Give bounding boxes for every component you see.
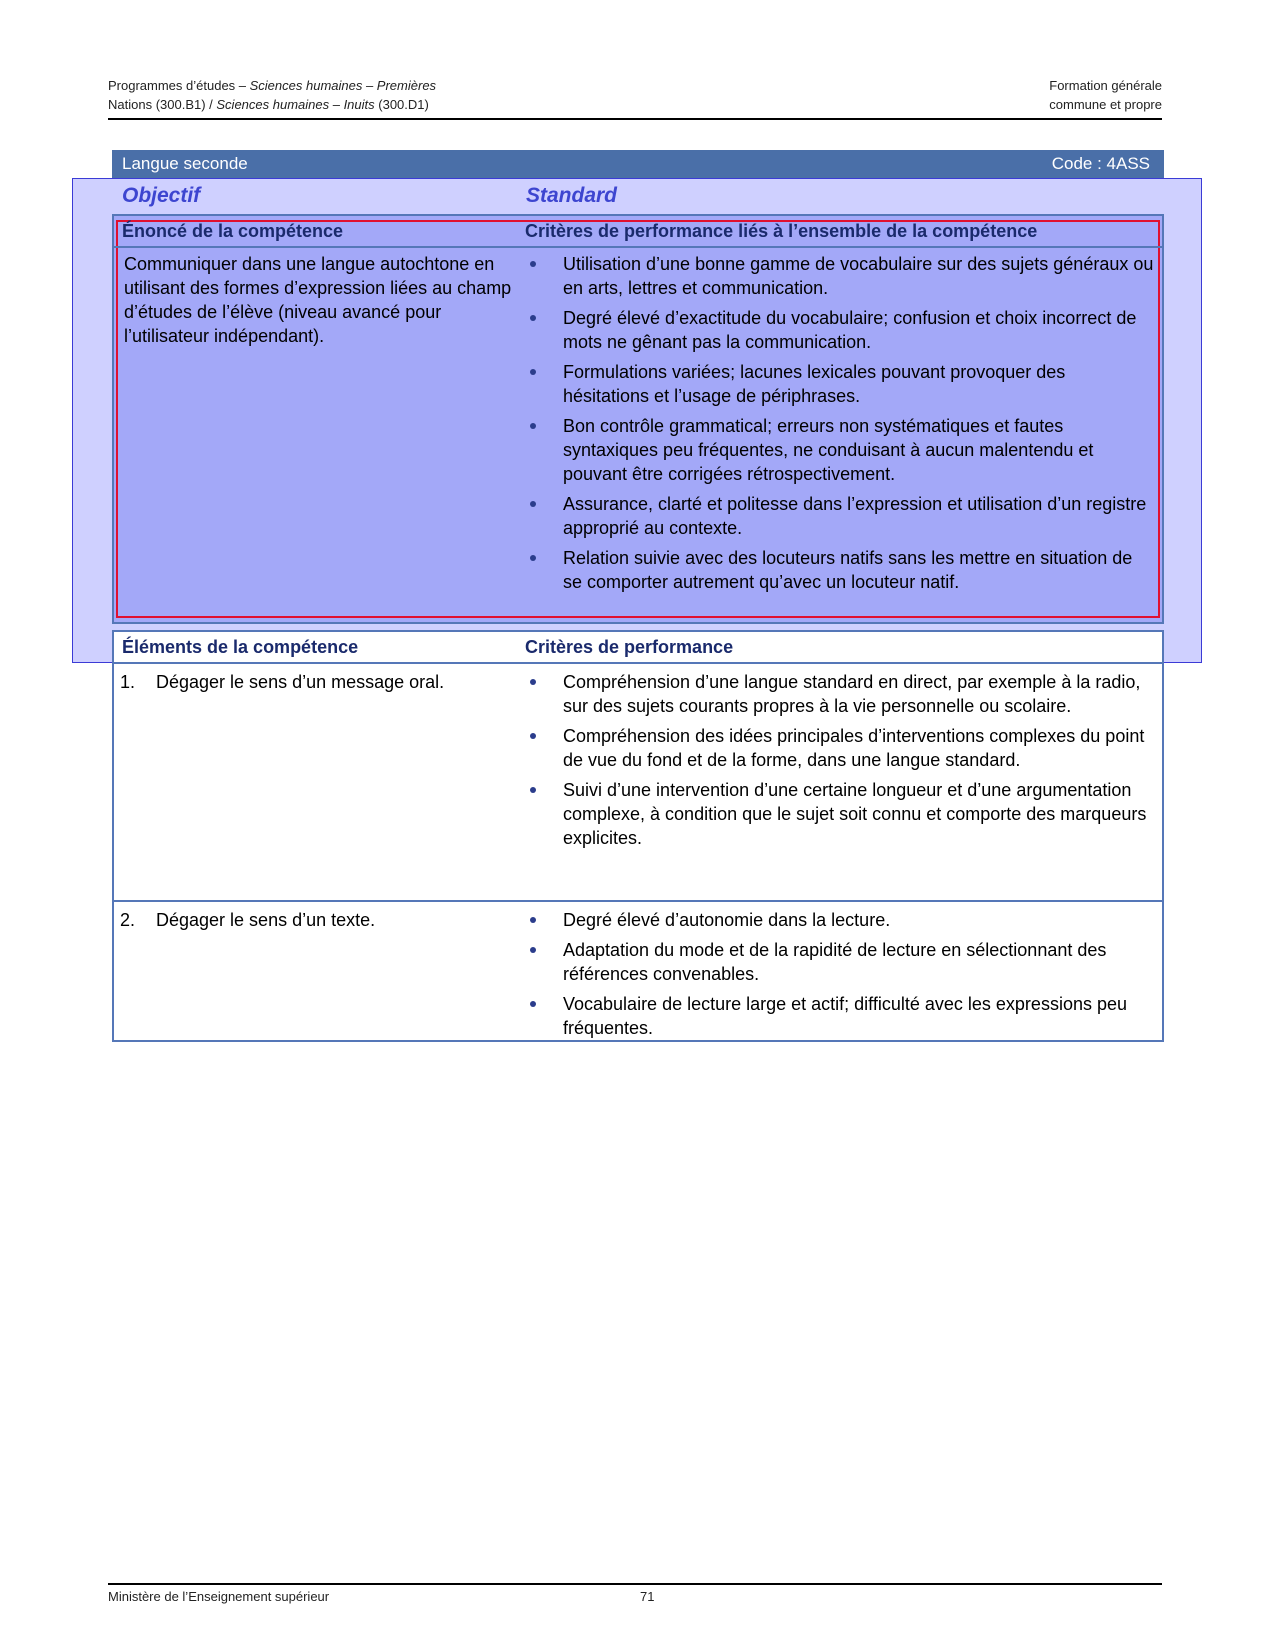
table-row [114, 664, 1162, 900]
element-1 [120, 670, 520, 694]
list-item: Adaptation du mode et de la rapidité de lecture en sélectionnant des références convenables. [527, 938, 1155, 986]
page-number: 71 [640, 1589, 655, 1604]
element-label: Dégager le sens d’un texte. [156, 910, 376, 930]
header-nations-italic: Sciences humaines – Inuits [216, 97, 375, 112]
element-2-criteria [527, 908, 1155, 1046]
list-item: Degré élevé d’autonomie dans la lecture. [527, 908, 1155, 932]
list-item: Relation suivie avec des locuteurs natifs sans les mettre en situation de se comporter autrement qu’avec un locuteur natif. [527, 546, 1155, 594]
objectif-standard-labels [122, 184, 1162, 212]
course-code: Code : 4ASS [1051, 154, 1150, 173]
footer-ministry: Ministère de l’Enseignement supérieur [108, 1589, 330, 1604]
header-line-1 [108, 76, 1162, 95]
competence-criteria [527, 252, 1155, 600]
header-nations [108, 95, 429, 114]
competence-table [112, 214, 1164, 624]
course-title: Langue seconde [122, 154, 248, 173]
list-item: Utilisation d’une bonne gamme de vocabulaire sur des sujets généraux ou en arts, lettres et communication. [527, 252, 1155, 300]
list-item: Suivi d’une intervention d’une certaine longueur et d’une argumentation complexe, à condition que le sujet soit connu et comporte des marqueurs explicites. [527, 778, 1155, 850]
header-commune: commune et propre [1049, 97, 1162, 112]
element-number: 2. [120, 910, 136, 930]
enonce-header: Énoncé de la compétence [122, 221, 344, 241]
list-item: Compréhension des idées principales d’interventions complexes du point de vue du fond et de la forme, dans une langue standard. [527, 724, 1155, 772]
list-item: Formulations variées; lacunes lexicales pouvant provoquer des hésitations et l’usage de périphrases. [527, 360, 1155, 408]
elements-header: Éléments de la compétence [122, 637, 359, 657]
list-item: Bon contrôle grammatical; erreurs non systématiques et fautes syntaxiques peu fréquentes, ne conduisant à aucun malentendu et pouvant être corrigées rétrospectivement. [527, 414, 1155, 486]
competence-criteria-list [527, 252, 1155, 594]
course-banner [112, 150, 1164, 178]
page-footer [108, 1583, 1162, 1604]
criteres-header: Critères de performance [525, 637, 734, 657]
header-formation: Formation générale [1049, 78, 1162, 93]
header-program-italic: Sciences humaines – Premières [249, 78, 437, 93]
header-nations-b: (300.D1) [374, 97, 429, 112]
header-program-prefix: Programmes d’études – [108, 78, 250, 93]
element-1-criteria [527, 670, 1155, 856]
objectif-label: Objectif [122, 184, 201, 207]
element-2-criteria-list [527, 908, 1155, 1040]
header-nations-a: Nations (300.B1) / [108, 97, 217, 112]
table-row [114, 900, 1162, 1042]
criteres-ensemble-header: Critères de performance liés à l’ensemble de la compétence [525, 221, 1038, 241]
page-header [108, 76, 1162, 120]
header-program [108, 76, 436, 95]
list-item: Degré élevé d’exactitude du vocabulaire; confusion et choix incorrect de mots ne gênant pas la communication. [527, 306, 1155, 354]
list-item: Compréhension d’une langue standard en direct, par exemple à la radio, sur des sujets courants propres à la vie personnelle ou scolaire. [527, 670, 1155, 718]
element-number: 1. [120, 672, 136, 692]
list-item: Vocabulaire de lecture large et actif; difficulté avec les expressions peu fréquentes. [527, 992, 1155, 1040]
header-line-2 [108, 95, 1162, 114]
competence-table-header [114, 216, 1162, 248]
elements-table [112, 630, 1164, 1042]
list-item: Assurance, clarté et politesse dans l’expression et utilisation d’un registre approprié au contexte. [527, 492, 1155, 540]
element-2 [120, 908, 520, 932]
element-label: Dégager le sens d’un message oral. [156, 672, 445, 692]
competence-statement: Communiquer dans une langue autochtone en utilisant des formes d’expression liées au champ d’études de l’élève (niveau avancé pour l’utilisateur indépendant). [124, 254, 512, 346]
elements-table-header [114, 632, 1162, 664]
element-1-criteria-list [527, 670, 1155, 850]
standard-label: Standard [526, 184, 618, 207]
